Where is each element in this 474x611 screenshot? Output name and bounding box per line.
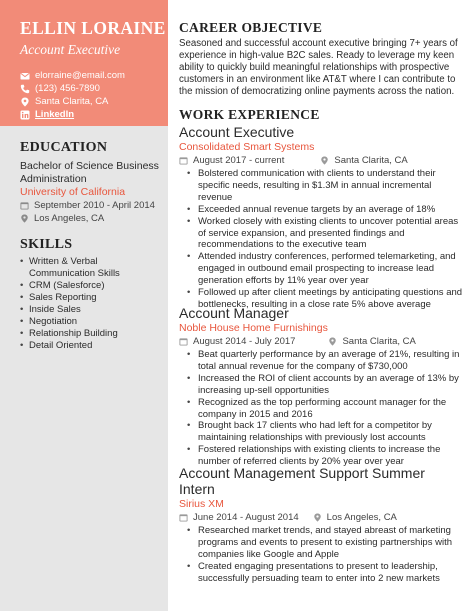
education-heading: EDUCATION	[20, 140, 108, 155]
objective-text: Seasoned and successful account executive bringing 7+ years of experience in high-value B2C sales. Ready to leverage my keen ability to quickly build meaningful relationships with prospective customers in an environment like AT&T where I can contribute to the mission of democratizing online payments across the nation.	[179, 38, 458, 98]
location-pin-icon	[320, 156, 330, 166]
school-name: University of California	[20, 186, 126, 198]
contact-location	[20, 95, 168, 108]
skills-list	[20, 256, 160, 352]
link-icon	[20, 110, 30, 120]
job-dates-text: August 2014 - July 2017	[193, 336, 296, 347]
calendar-icon	[179, 156, 189, 166]
job-title: Account Manager	[179, 305, 289, 321]
location-text: Santa Clarita, CA	[35, 96, 109, 107]
job-dates	[179, 336, 295, 347]
skill-item: • Negotiation	[20, 316, 160, 328]
bullet-item: • Researched market trends, and stayed abreast of marketing programs and events to present to existing partnerships with companies like Google and Apple	[179, 525, 463, 561]
location-pin-icon	[313, 513, 323, 523]
education-location	[20, 212, 160, 225]
contact-email[interactable]	[20, 69, 168, 82]
candidate-title: Account Executive	[20, 42, 121, 57]
phone-icon	[20, 84, 30, 94]
skill-item: • Inside Sales	[20, 304, 160, 316]
job-dates-text: August 2017 - current	[193, 155, 285, 166]
job-entry	[179, 465, 463, 585]
location-pin-icon	[328, 337, 338, 347]
location-pin-icon	[20, 214, 30, 224]
calendar-icon	[179, 513, 189, 523]
resume-header	[0, 0, 168, 126]
calendar-icon	[20, 201, 30, 211]
job-meta	[179, 511, 463, 524]
job-title: Account Executive	[179, 124, 295, 140]
contact-list	[20, 69, 168, 121]
job-bullets	[179, 349, 463, 468]
job-location	[328, 336, 415, 347]
company-name: Consolidated Smart Systems	[179, 141, 315, 153]
bullet-item: • Worked closely with existing clients to uncover potential areas of service expansion, and presented findings and recommendations to the executive team	[179, 216, 463, 252]
job-meta	[179, 335, 463, 348]
skill-item: • Sales Reporting	[20, 292, 160, 304]
job-bullets	[179, 525, 463, 585]
job-dates	[179, 155, 284, 166]
calendar-icon	[179, 337, 189, 347]
objective-heading: CAREER OBJECTIVE	[179, 20, 323, 35]
bullet-item: • Fostered relationships with existing clients to increase the number of referred clients by 20% year over year	[179, 444, 463, 468]
bullet-item: • Followed up after client meetings by anticipating questions and bottlenecks, resulting in a close rate 5% above average	[179, 287, 463, 311]
contact-linkedin[interactable]	[20, 108, 168, 121]
bullet-item: • Increased the ROI of client accounts by an average of 13% by increasing up-sell opportunities	[179, 373, 463, 397]
job-entry	[179, 305, 463, 468]
job-location	[313, 512, 397, 523]
mail-icon	[20, 71, 30, 81]
education-dates-text: September 2010 - April 2014	[34, 200, 155, 211]
bullet-item: • Exceeded annual revenue targets by an average of 18%	[179, 204, 463, 216]
skill-item: • Written & Verbal Communication Skills	[20, 256, 160, 280]
skills-heading: SKILLS	[20, 237, 73, 252]
candidate-name: ELLIN LORAINE	[20, 18, 166, 38]
job-location-text: Santa Clarita, CA	[334, 155, 408, 166]
phone-text: (123) 456-7890	[35, 83, 100, 94]
skill-item: • CRM (Salesforce)	[20, 280, 160, 292]
job-location-text: Santa Clarita, CA	[342, 336, 416, 347]
job-entry	[179, 124, 463, 311]
email-text: elorraine@email.com	[35, 70, 125, 81]
bullet-item: • Brought back 17 clients who had left for a competitor by maintaining relationships with previously lost accounts	[179, 420, 463, 444]
skill-item: • Detail Oriented	[20, 340, 160, 352]
bullet-item: • Beat quarterly performance by an average of 21%, resulting in total annual revenue for the company of $730,000	[179, 349, 463, 373]
experience-heading: WORK EXPERIENCE	[179, 107, 320, 122]
bullet-item: • Created engaging presentations to present to leadership, successfully persuading team to enter into 2 new markets	[179, 561, 463, 585]
education-dates	[20, 199, 160, 212]
contact-phone[interactable]	[20, 82, 168, 95]
job-bullets	[179, 168, 463, 311]
bullet-item: • Attended industry conferences, performed telemarketing, and engaged in outbound email prospecting to increase lead generation efforts by 11% year over year	[179, 251, 463, 287]
job-location	[320, 155, 407, 166]
education-section	[20, 140, 160, 225]
location-pin-icon	[20, 97, 30, 107]
skills-section	[20, 237, 160, 352]
skill-item: • Relationship Building	[20, 328, 160, 340]
job-title: Account Management Support Summer Intern	[179, 465, 425, 497]
linkedin-link[interactable]: LinkedIn	[35, 109, 75, 120]
company-name: Sirius XM	[179, 498, 224, 510]
bullet-item: • Recognized as the top performing account manager for the company in 2015 and 2016	[179, 397, 463, 421]
company-name: Noble House Home Furnishings	[179, 322, 328, 334]
degree: Bachelor of Science Business Administration	[20, 160, 159, 185]
job-meta	[179, 154, 463, 167]
job-dates	[179, 512, 299, 523]
job-dates-text: June 2014 - August 2014	[193, 512, 299, 523]
education-location-text: Los Angeles, CA	[34, 213, 105, 224]
bullet-item: • Bolstered communication with clients to understand their specific needs, resulting in $1.3M in annual incremental revenue	[179, 168, 463, 204]
job-location-text: Los Angeles, CA	[326, 512, 397, 523]
